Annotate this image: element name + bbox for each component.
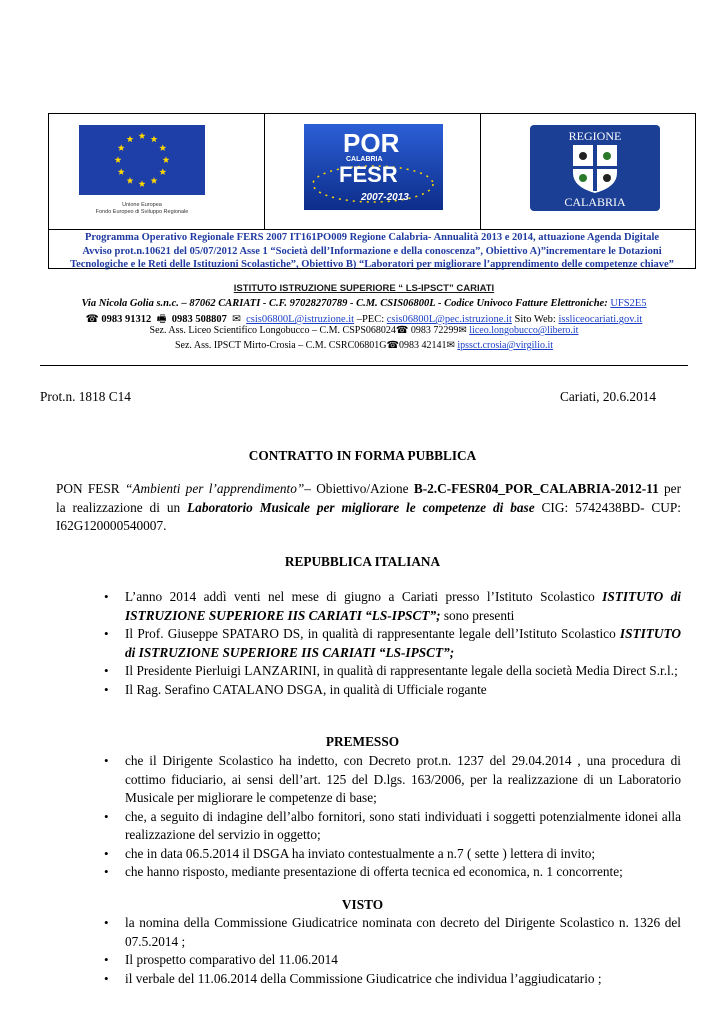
heading-premesso: PREMESSO — [325, 734, 400, 749]
branch-phone: 0983 42141 — [398, 340, 447, 351]
pec-label: –PEC: — [354, 314, 387, 325]
list-item: • Il prospetto comparativo del 11.06.2014 — [104, 952, 338, 967]
list-item: • che in data 06.5.2014 il DSGA ha inviato contestualmente a n.7 ( sette ) lettera di invito; — [104, 845, 596, 861]
lab-title: Laboratorio Musicale per migliorare le competenze di base — [187, 499, 535, 515]
envelope-icon: ✉ — [458, 325, 470, 336]
branch-text: Sez. Ass. Liceo Scientifico Longobucco – C.M. CSPS068024 — [149, 325, 396, 336]
envelope-icon: ✉ — [446, 340, 458, 351]
phone-icon: ☎ — [386, 340, 399, 351]
protocol-number: Prot.n. 1818 C14 — [40, 389, 131, 404]
svg-text:2007-2013: 2007-2013 — [361, 192, 409, 203]
svg-text:Unione Europea: Unione Europea — [122, 202, 162, 208]
list-item: • Il Rag. Serafino CATALANO DSGA, in qualità di Ufficiale rogante — [104, 681, 487, 697]
email-link[interactable]: csis06800L@istruzione.it — [246, 314, 355, 325]
branch-text: Sez. Ass. IPSCT Mirto-Crosia – C.M. CSRC06801G — [174, 340, 387, 351]
eu-flag-logo — [49, 114, 264, 229]
invoice-code-link[interactable]: UFS2E5 — [610, 298, 647, 309]
phone-icon: ☎ — [395, 325, 409, 336]
svg-text:Fondo Europeo di Sviluppo Regi: Fondo Europeo di Sviluppo Regionale — [95, 209, 189, 215]
pon-project-title: “Ambienti per l’apprendimento” — [124, 481, 305, 496]
list-item: • il verbale del 11.06.2014 della Commissione Giudicatrice che individua l’aggiudicatario ; — [104, 970, 602, 986]
school-address — [40, 298, 688, 309]
school-name: ISTITUTO ISTRUZIONE SUPERIORE “ LS-IPSCT” CARIATI — [233, 283, 495, 294]
regione-calabria-logo — [481, 114, 695, 229]
parties-list — [56, 588, 681, 699]
list-item: • Il Presidente Pierluigi LANZARINI, in qualità di rappresentante legale della società Media Direct S.r.l.; — [104, 663, 678, 678]
pon-text: la realizzazione di un — [56, 499, 188, 515]
pon-action-code: B-2.C-FESR04_POR_CALABRIA-2012-11 — [413, 481, 659, 496]
document-title: CONTRATTO IN FORMA PUBBLICA — [248, 448, 477, 463]
branch-email-link[interactable]: ipssct.crosia@virgilio.it — [457, 340, 554, 351]
phone-icon: ☎ — [85, 314, 99, 325]
premesso-list — [56, 752, 681, 882]
list-item: • che, a seguito di indagine dell’albo fornitori, sono stati individuati i soggetti potenzialmente idonei alla realizzazione del servizio in oggetto; — [104, 808, 681, 842]
list-item: • la nomina della Commissione Giudicatrice nominata con decreto del Dirigente Scolastico n. 1326 del 07.5.2014 ; — [104, 915, 681, 949]
list-item: • che il Dirigente Scolastico ha indetto, con Decreto prot.n. 1237 del 29.04.2014 , una procedura di cottimo fiduciario, ai sensi dell’art. 125 del D.lgs. 163/2006, per la realizzazione di un Laboratorio Musicale per migliorare le competenze di base; — [104, 753, 681, 805]
phone-number: 0983 91312 — [101, 314, 152, 325]
pec-link[interactable]: csis06800L@pec.istruzione.it — [386, 314, 512, 325]
svg-text:FESR: FESR — [339, 162, 398, 187]
site-label: Sito Web: — [511, 314, 559, 325]
funding-info — [53, 231, 691, 272]
heading-visto: VISTO — [341, 897, 384, 912]
pon-text: – Obiettivo/Azione — [304, 481, 414, 496]
svg-text:POR: POR — [343, 128, 400, 158]
pon-text: PON FESR — [56, 481, 125, 496]
eu-logo-cell — [49, 114, 264, 229]
branch-email-link[interactable]: liceo.longobucco@libero.it — [469, 325, 579, 336]
list-item: • L’anno 2014 addì venti nel mese di giugno a Cariati presso l’Istituto Scolastico ISTITUTO di ISTRUZIONE SUPERIORE IIS CARIATI “LS-IPSCT”; sono presenti — [104, 589, 682, 623]
envelope-icon: ✉ — [229, 314, 244, 325]
branch-crosia — [40, 340, 688, 351]
list-item: • che hanno risposto, mediante presentazione di offerta tecnica ed economica, n. 1 concorrente; — [104, 864, 623, 879]
funding-line: Avviso prot.n.10621 del 05/07/2012 Asse 1 “Società dell’Informazione e della conoscenza”, Obiettivo A)”incrementare le Dotazioni — [82, 245, 662, 257]
fax-icon: 🖷 — [153, 314, 170, 325]
pon-text: per — [658, 481, 681, 496]
svg-text:REGIONE: REGIONE — [568, 129, 622, 143]
list-item: • Il Prof. Giuseppe SPATARO DS, in qualità di rappresentante legale dell’Istituto Scolastico ISTITUTO di ISTRUZIONE SUPERIORE IIS CARIATI “LS-IPSCT”; — [104, 626, 681, 660]
funding-line: Tecnologiche e le Reti delle Istituzioni Scolastiche”, Obiettivo B) “Laboratori per migliorare l’apprendimento delle competenze chiave” — [70, 259, 674, 270]
svg-text:CALABRIA: CALABRIA — [346, 156, 383, 163]
pon-cup: I62G120000540007. — [56, 518, 167, 533]
logo-table — [48, 113, 696, 269]
svg-text:CALABRIA: CALABRIA — [564, 195, 626, 209]
website-link[interactable]: issliceocariati.gov.it — [558, 314, 643, 325]
regione-logo-cell — [481, 114, 695, 229]
pon-cig: CIG: 5742438BD- CUP: — [534, 499, 681, 515]
pon-paragraph — [56, 480, 681, 536]
document-date: Cariati, 20.6.2014 — [560, 389, 657, 404]
header-rule — [40, 365, 688, 366]
address-text: Via Nicola Golia s.n.c. – 87062 CARIATI - C.F. 97028270789 - C.M. CSIS06800L - Codice Univoco Fatture Elettroniche: — [81, 298, 611, 309]
por-fesr-logo — [265, 114, 480, 229]
branch-longobucco — [40, 325, 688, 336]
funding-line: Programma Operativo Regionale FERS 2007 IT161PO009 Regione Calabria- Annualità 2013 e 2014, attuazione Agenda Digitale — [84, 232, 660, 243]
fax-number: 0983 508807 — [171, 314, 227, 325]
heading-repubblica: REPUBBLICA ITALIANA — [284, 554, 441, 569]
branch-phone: 0983 72299 — [408, 325, 459, 336]
visto-list — [56, 914, 681, 988]
por-logo-cell — [265, 114, 480, 229]
